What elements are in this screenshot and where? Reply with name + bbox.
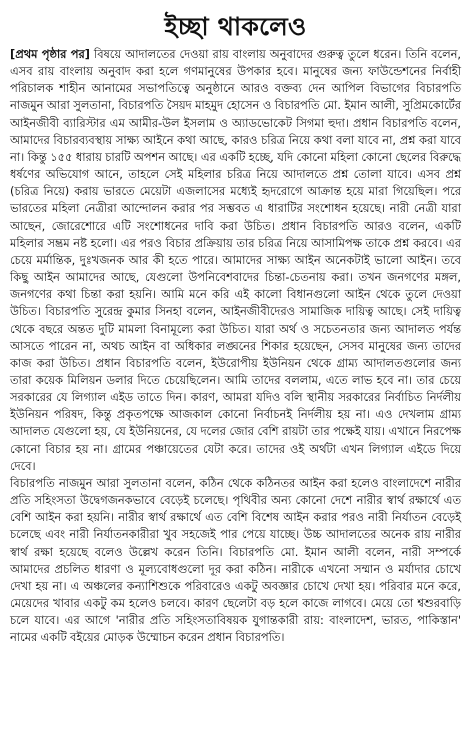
article-paragraph-2: বিচারপতি নাজমুন আরা সুলতানা বলেন, কঠিন থেকে কঠিনতর আইন করা হলেও বাংলাদেশে নারীর প্রতি সহিংসতা উদ্বেগজনকভাবে বেড়েই চলেছে। পৃথিবীর অন্য কোনো দেশে নারীর স্বার্থ রক্ষার্থে এত বেশি আইন করা হয়নি। নারীর স্বার্থ রক্ষার্থে এত বেশি বিশেষ আইন করার পরও নারী নির্যাতন বেড়েই চলেছে এবং নারী নির্যাতনকারীরা খুব সহজেই পার পেয়ে যাচ্ছে। উচ্চ আদালতের অনেক রায় নারীর স্বার্থ রক্ষা হয়েছে বলেও উল্লেখ করেন তিনি। বিচারপতি মো. ইমান আলী বলেন, নারী সম্পর্কে আমাদের প্রচলিত ধারণা ও মূল্যবোধগুলো দূর করা কঠিন। নারীকে এখনো সম্মান ও মর্যাদার চোখে দেখা হয় না। এ অঞ্চলের কন্যাশিশুকে পরিবারেও একটু অবজ্ঞার চোখে দেখা হয়। পরিবার মনে করে, মেয়েদের খাবার একটু কম হলেও চলবে। কারণ ছেলেটা বড় হলে কাজে লাগবে। মেয়ে তো শ্বশুরবাড়ি চলে যাবে। এর আগে 'নারীর প্রতি সহিংসতাবিষয়ক যুগান্তকারী রায়: বাংলাদেশ, ভারত, পাকিস্তান' নামের একটি বইয়ের মোড়ক উম্মোচন করেন প্রধান বিচারপতি। xyxy=(10,475,461,645)
paragraph-1-text: বিষয়ে আদালতের দেওয়া রায় বাংলায় অনুবাদের গুরুত্ব তুলে ধরেন। তিনি বলেন, এসব রায় বাংলায় অনুবাদ করা হলে গণমানুষের উপকার হবে। মানুষের জন্য ফাউন্ডেশনের নির্বাহী পরিচালক শাহীন আনামের সভাপতিত্বে অনুষ্ঠানে আরও বক্তব্য দেন আপিল বিভাগের বিচারপতি নাজমুন আরা সুলতানা, বিচারপতি সৈয়দ মাহমুদ হোসেন ও বিচারপতি মো. ইমান আলী, সুপ্রিমকোর্টের আইনজীবী ব্যারিস্টার এম আমীর-উল ইসলাম ও অ্যাডভোকেট সিগমা হুদা। প্রধান বিচারপতি বলেন, আমাদের বিচারব্যবস্থায় সাক্ষ্য আইনে কথা আছে, কারও চরিত্র নিয়ে কথা বলা যাবে না, প্রশ্ন করা যাবে না। কিন্তু ১৫৫ ধারায় চারটি অপশন আছে। এর একটি হচ্ছে, যদি কোনো মহিলা কোনো ছেলের বিরুদ্ধে ধর্ষণের অভিযোগ আনে, তাহলে সেই মহিলার চরিত্র নিয়ে আদালতে প্রশ্ন তোলা যাবে। এসব প্রশ্ন (চরিত্র নিয়ে) করায় ভারতে মেয়েটা এজলাসের মধ্যেই হৃদরোগে আক্রান্ত হয়ে মারা গিয়েছিল। পরে ভারতের মহিলা নেত্রীরা আন্দোলন করার পর সম্ভবত এ ধারাটির সংশোধন হয়েছে। নারী নেত্রী যারা আছেন, জোরেশোরে এটি সংশোধনের দাবি করা উচিত। প্রধান বিচারপতি আরও বলেন, একটি মহিলার সম্ভ্রম নষ্ট হলো। এর পরও বিচার প্রক্রিয়ায় তার চরিত্র নিয়ে আসামিপক্ষ তাকে প্রশ্ন করবে। এর চেয়ে মর্মান্তিক, দুঃখজনক আর কী হতে পারে। আমাদের সাক্ষ্য আইন অনেকটাই ভালো আইন। তবে কিছু আইন আমাদের আছে, যেগুলো উপনিবেশবাদের চিন্তা-চেতনায় করা। তখন জনগণের মঙ্গল, জনগণের কথা চিন্তা করা হয়নি। আমি মনে করি এই কালো বিধানগুলো আইন থেকে তুলে দেওয়া উচিত। বিচারপতি সুরেন্দ্র কুমার সিনহা বলেন, আইনজীবীদেরও সামাজিক দায়িত্ব আছে। সেই দায়িত্ব থেকে বছরে অন্তত দুটি মামলা বিনামূল্যে করা উচিত। যারা অর্থ ও সচেতনতার জন্য আদালত পর্যন্ত আসতে পারেন না, অথচ আইন বা অধিকার লঙ্ঘনের শিকার হয়েছেন, সেসব মানুষের জন্য তাদের কাজ করা উচিত। প্রধান বিচারপতি বলেন, ইউরোপীয় ইউনিয়ন থেকে গ্রাম্য আদালতগুলোর জন্য তারা কয়েক মিলিয়ন ডলার দিতে চেয়েছিলেন। আমি তাদের বললাম, এতে লাভ হবে না। তার চেয়ে সরকারের যে লিগ্যাল এইড তাতে দিন। কারণ, আমরা যদিও বলি স্থানীয় সরকারের নির্বাচিত নির্দলীয় ইউনিয়ন পরিষদ, কিন্তু প্রকৃতপক্ষে আজকাল কোনো নির্বাচনই নির্দলীয় হয় না। এও দেখলাম গ্রাম্য আদালত যেগুলো হয়, যে ইউনিয়নের, যে দলের জোর বেশি রায়টা তার পক্ষেই যায়। এখানে নিরপেক্ষ কোনো বিচার হয় না। গ্রামের পঞ্চায়েতের যেটা করে। তাদের ওই অর্থটা এখন লিগ্যাল এইডে দিয়ে দেবে। xyxy=(10,47,462,473)
article-body xyxy=(10,46,461,646)
continued-from-page-tag: [প্রথম পৃষ্ঠার পর] xyxy=(10,47,90,61)
article-paragraph-1 xyxy=(10,46,461,475)
article-headline: ইচ্ছা থাকলেও xyxy=(164,12,307,41)
